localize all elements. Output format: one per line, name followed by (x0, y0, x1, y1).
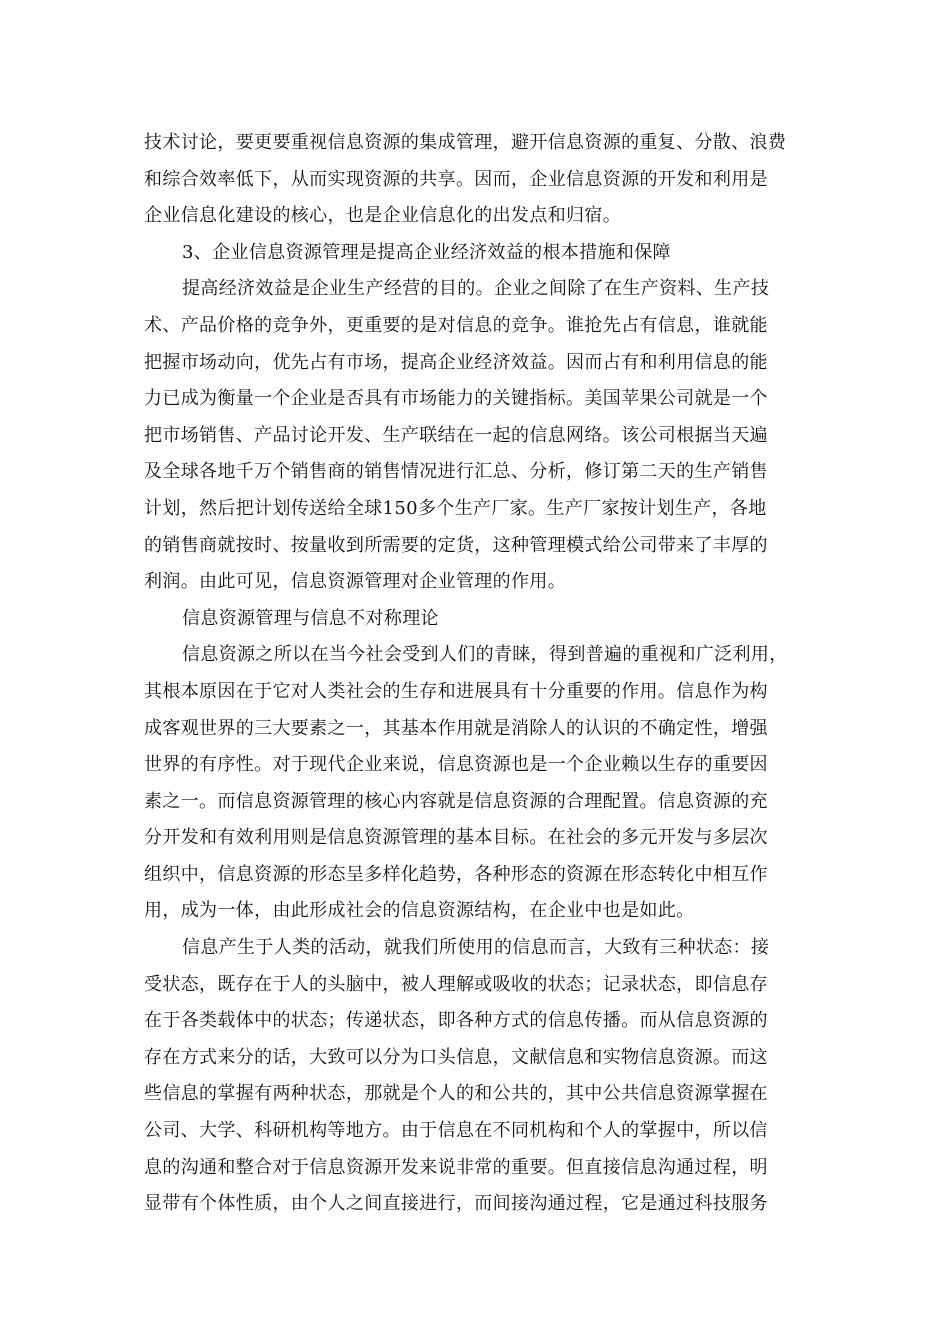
text-line: 信息资源管理与信息不对称理论 (182, 607, 439, 629)
text-line: 信息资源之所以在当今社会受到人们的青睐，得到普遍的重视和广泛利用， (182, 644, 788, 666)
text-line: 其根本原因在于它对人类社会的生存和进展具有十分重要的作用。信息作为构 (144, 680, 768, 702)
text-line: 分开发和有效利用则是信息资源管理的基本目标。在社会的多元开发与多层次 (144, 827, 768, 849)
text-line: 公司、大学、科研机构等地方。由于信息在不同机构和个人的掌握中，所以信 (144, 1120, 768, 1142)
text-line: 把市场销售、产品讨论开发、生产联结在一起的信息网络。该公司根据当天遍 (144, 424, 768, 446)
text-line: 术、产品价格的竞争外，更重要的是对信息的竞争。谁抢先占有信息，谁就能 (144, 314, 768, 336)
text-line: 在于各类载体中的状态；传递状态，即各种方式的信息传播。而从信息资源的 (144, 1010, 768, 1032)
text-line: 组织中，信息资源的形态呈多样化趋势，各种形态的资源在形态转化中相互作 (144, 863, 768, 885)
text-line: 力已成为衡量一个企业是否具有市场能力的关键指标。美国苹果公司就是一个 (144, 388, 768, 410)
text-line: 和综合效率低下，从而实现资源的共享。因而，企业信息资源的开发和利用是 (144, 168, 768, 190)
text-line: 世界的有序性。对于现代企业来说，信息资源也是一个企业赖以生存的重要因 (144, 754, 768, 776)
document-body (144, 125, 804, 1223)
text-line: 存在方式来分的话，大致可以分为口头信息，文献信息和实物信息资源。而这 (144, 1046, 768, 1068)
text-line: 提高经济效益是企业生产经营的目的。企业之间除了在生产资料、生产技 (182, 278, 770, 300)
text-line: 显带有个体性质，由个人之间直接进行，而间接沟通过程，它是通过科技服务 (144, 1193, 768, 1215)
text-line: 成客观世界的三大要素之一，其基本作用就是消除人的认识的不确定性，增强 (144, 717, 768, 739)
text-line: 计划，然后把计划传送给全球150多个生产厂家。生产厂家按计划生产，各地 (144, 497, 767, 519)
text-line: 信息产生于人类的活动，就我们所使用的信息而言，大致有三种状态：接 (182, 937, 770, 959)
text-line: 受状态，既存在于人的头脑中，被人理解或吸收的状态；记录状态，即信息存 (144, 973, 768, 995)
text-line: 3、企业信息资源管理是提高企业经济效益的根本措施和保障 (182, 241, 671, 263)
text-line: 利润。由此可见，信息资源管理对企业管理的作用。 (144, 571, 567, 593)
text-line: 企业信息化建设的核心，也是企业信息化的出发点和归宿。 (144, 205, 622, 227)
text-line: 把握市场动向，优先占有市场，提高企业经济效益。因而占有和利用信息的能 (144, 351, 768, 373)
text-line: 些信息的掌握有两种状态，那就是个人的和公共的，其中公共信息资源掌握在 (144, 1083, 768, 1105)
text-line: 及全球各地千万个销售商的销售情况进行汇总、分析，修订第二天的生产销售 (144, 461, 768, 483)
text-line: 素之一。而信息资源管理的核心内容就是信息资源的合理配置。信息资源的充 (144, 790, 768, 812)
text-line: 的销售商就按时、按量收到所需要的定货，这种管理模式给公司带来了丰厚的 (144, 534, 768, 556)
text-line: 技术讨论，要更要重视信息资源的集成管理，避开信息资源的重复、分散、浪费 (144, 132, 787, 153)
text-line: 用，成为一体，由此形成社会的信息资源结构，在企业中也是如此。 (144, 900, 695, 922)
text-line: 息的沟通和整合对于信息资源开发来说非常的重要。但直接信息沟通过程，明 (144, 1156, 768, 1178)
